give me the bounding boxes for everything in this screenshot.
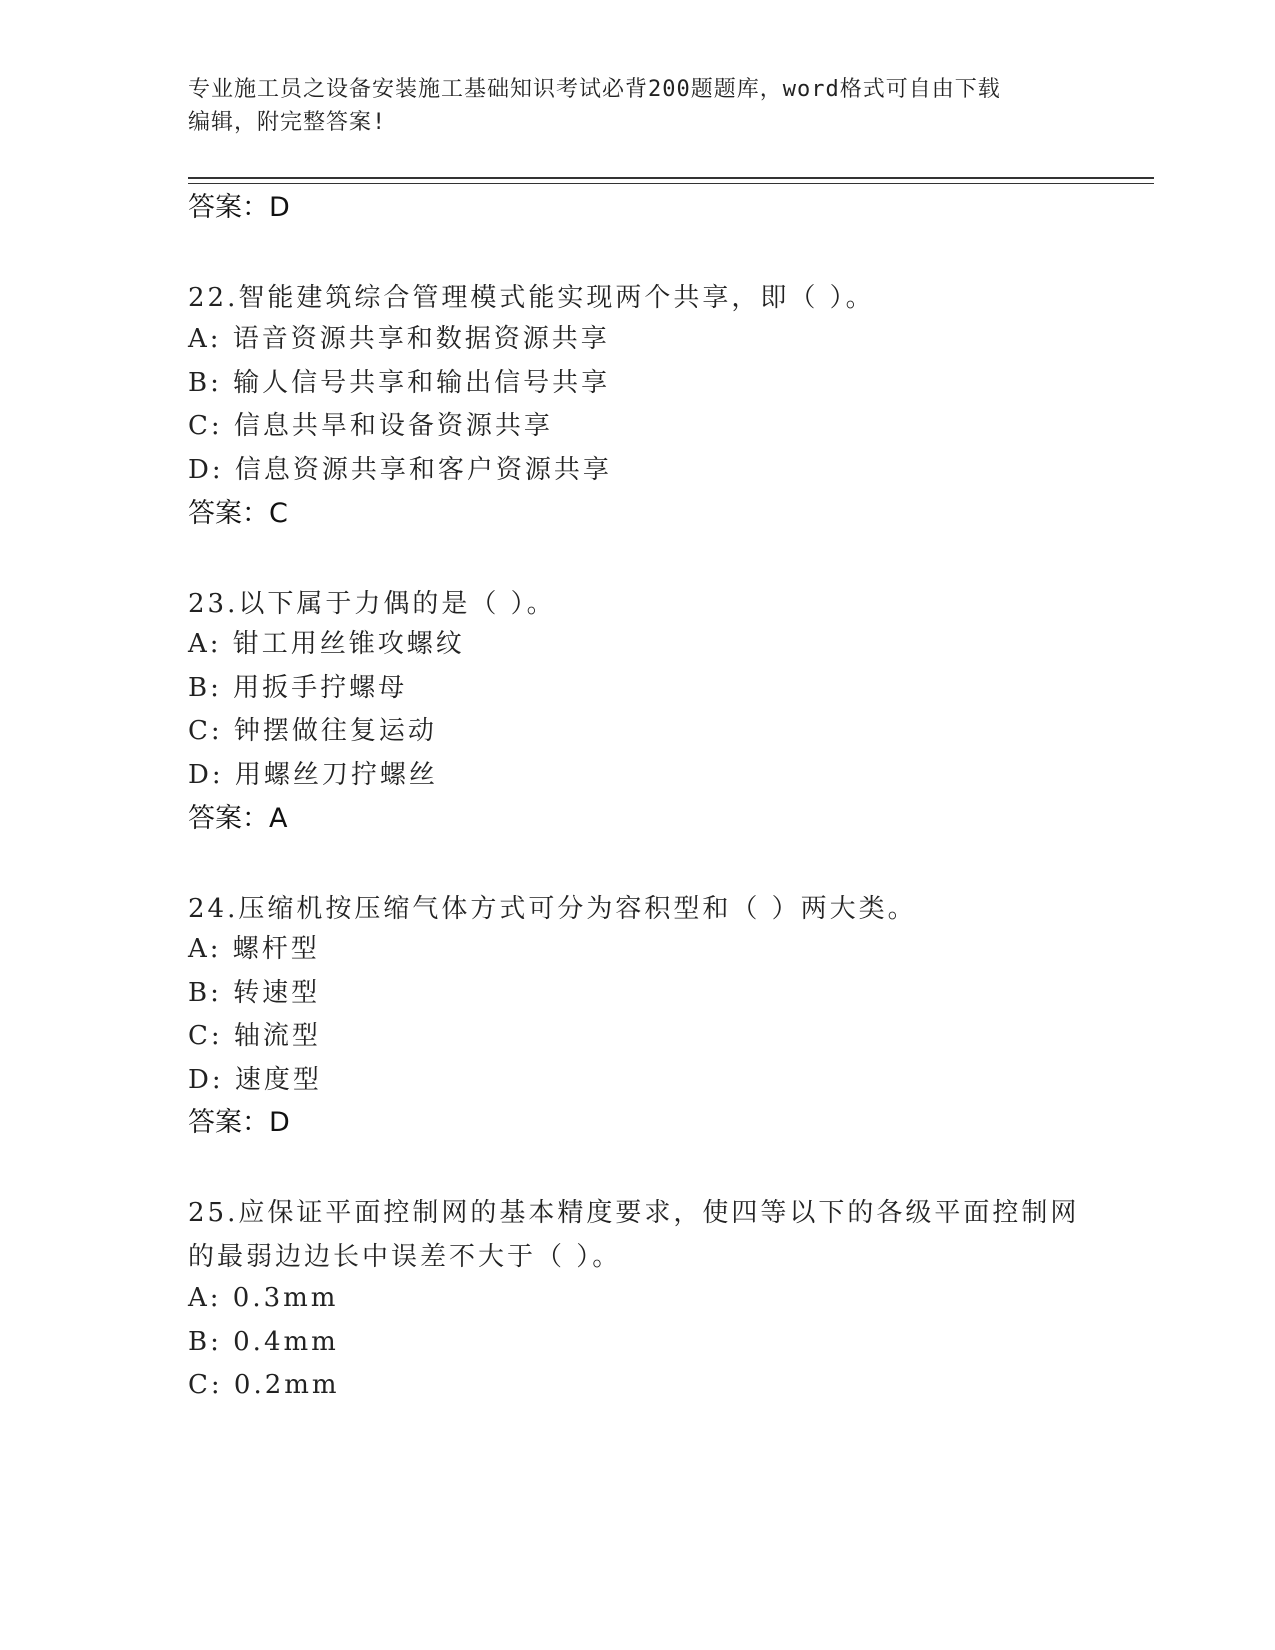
question-25-stem-line-1: 25.应保证平面控制网的基本精度要求，使四等以下的各级平面控制网 bbox=[188, 1198, 1080, 1228]
question-23-stem: 23.以下属于力偶的是（ ）。 bbox=[188, 589, 556, 619]
question-23-option-b: B: 用扳手拧螺母 bbox=[188, 673, 408, 703]
question-22-option-d: D: 信息资源共享和客户资源共享 bbox=[188, 455, 612, 485]
question-25-option-b: B: 0.4mm bbox=[188, 1327, 339, 1357]
answer-23: 答案：A bbox=[188, 803, 288, 834]
header-divider-thick bbox=[188, 177, 1154, 179]
answer-21: 答案：D bbox=[188, 192, 290, 223]
question-24-option-a: A: 螺杆型 bbox=[188, 934, 320, 964]
question-24-stem: 24.压缩机按压缩气体方式可分为容积型和（ ）两大类。 bbox=[188, 894, 917, 924]
question-22-option-b: B: 输人信号共享和输出信号共享 bbox=[188, 368, 611, 398]
question-25-option-a: A: 0.3mm bbox=[188, 1283, 339, 1313]
question-23-option-d: D: 用螺丝刀拧螺丝 bbox=[188, 760, 438, 790]
question-24-option-c: C: 轴流型 bbox=[188, 1021, 321, 1051]
document-header bbox=[188, 73, 1088, 139]
question-23-option-c: C: 钟摆做往复运动 bbox=[188, 716, 437, 746]
header-divider-thin bbox=[188, 183, 1154, 184]
header-line-2: 编辑，附完整答案! bbox=[188, 110, 387, 135]
question-25-option-c: C: 0.2mm bbox=[188, 1370, 340, 1400]
header-line-1: 专业施工员之设备安装施工基础知识考试必背200题题库，word格式可自由下载 bbox=[188, 77, 1001, 102]
question-24-option-b: B: 转速型 bbox=[188, 978, 321, 1008]
question-24-option-d: D: 速度型 bbox=[188, 1065, 322, 1095]
answer-22: 答案：C bbox=[188, 498, 288, 529]
question-22-option-a: A: 语音资源共享和数据资源共享 bbox=[188, 324, 610, 354]
question-23-option-a: A: 钳工用丝锥攻螺纹 bbox=[188, 629, 465, 659]
answer-24: 答案：D bbox=[188, 1107, 290, 1138]
question-22-option-c: C: 信息共旱和设备资源共享 bbox=[188, 411, 553, 441]
question-22-stem: 22.智能建筑综合管理模式能实现两个共享，即（ ）。 bbox=[188, 283, 875, 313]
question-25-stem-line-2: 的最弱边边长中误差不大于（ ）。 bbox=[188, 1242, 622, 1272]
